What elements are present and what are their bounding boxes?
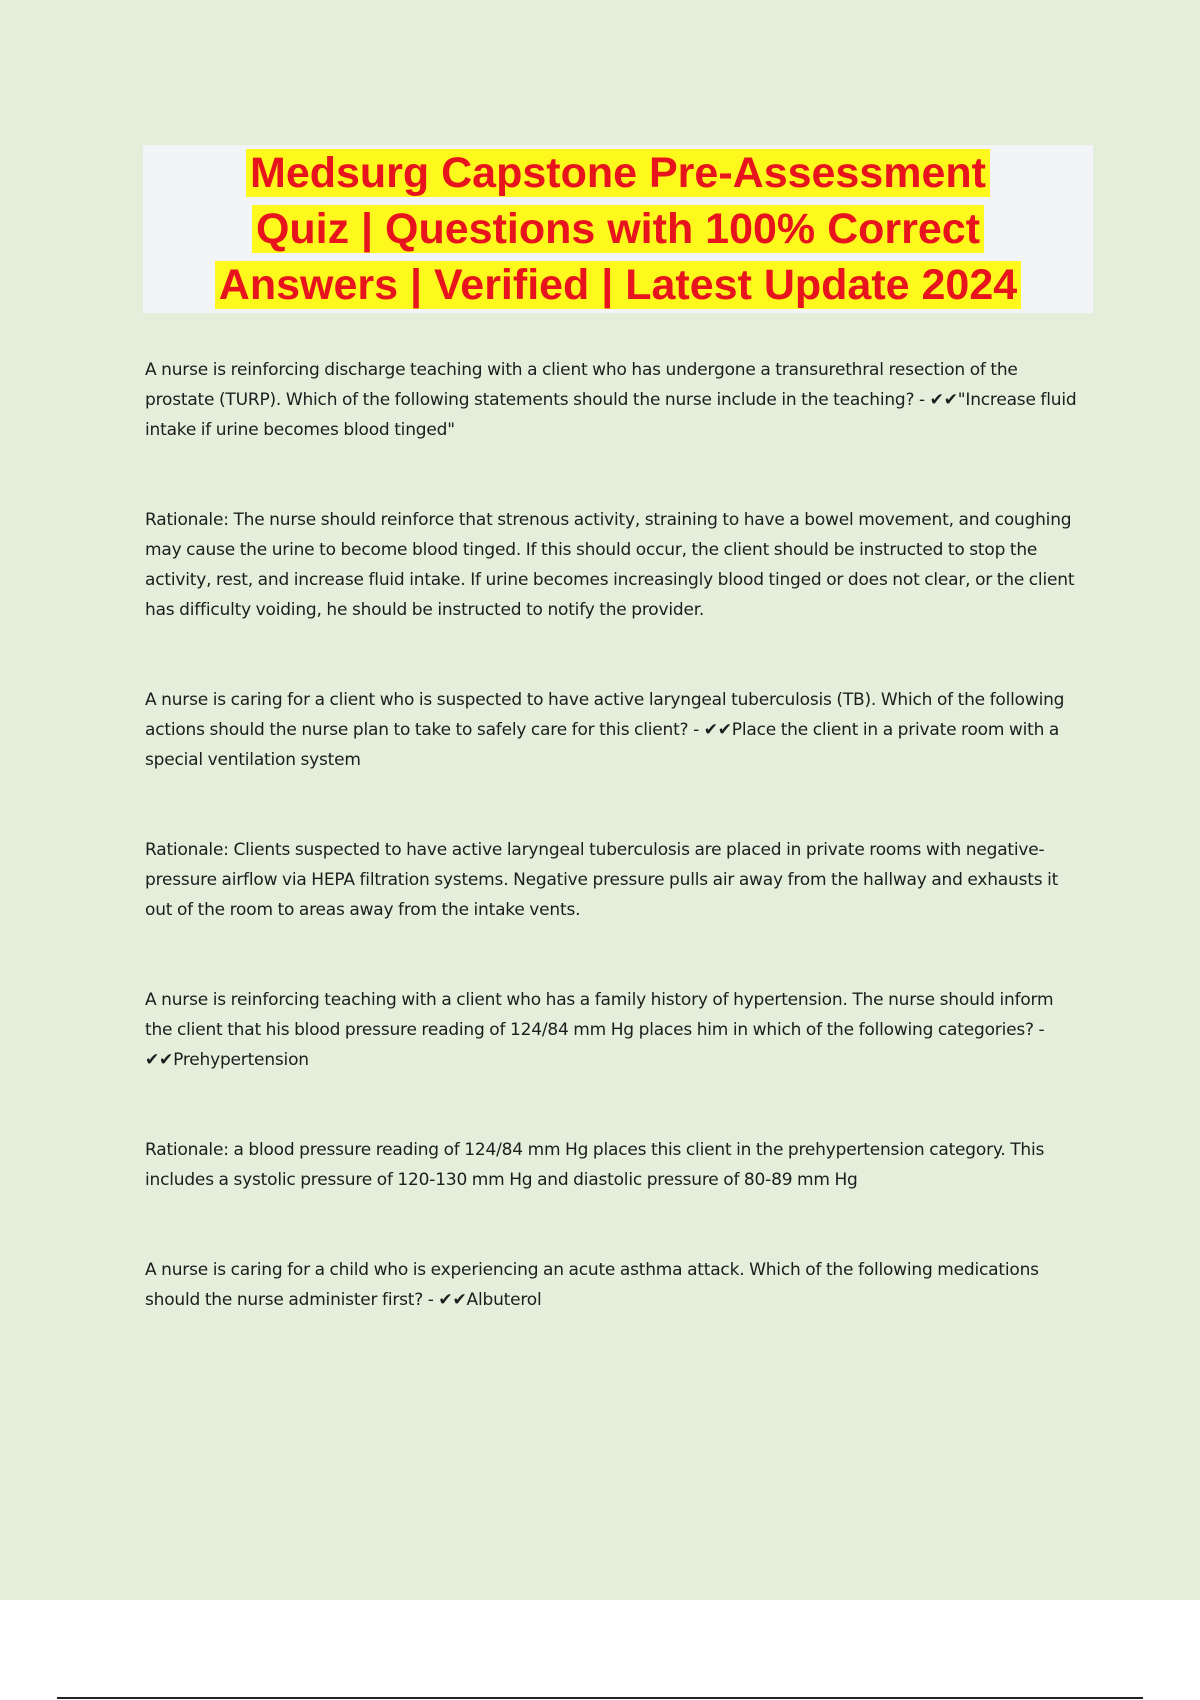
title-line-2-text: Quiz | Questions with 100% Correct <box>252 205 984 253</box>
question-2: A nurse is caring for a client who is suspected to have active laryngeal tuberculosis (TB). Which of the following actions should the nurse plan to take to safely care for this client? - ✔✔Place the client in a private room with a special ventilation system <box>145 690 1065 770</box>
question-3: A nurse is reinforcing teaching with a client who has a family history of hypertension. The nurse should inform the client that his blood pressure reading of 124/84 mm Hg places him in which of the following categories? - ✔✔Prehypertension <box>145 990 1054 1070</box>
title-line-1-text: Medsurg Capstone Pre-Assessment <box>246 149 990 197</box>
question-1: A nurse is reinforcing discharge teaching with a client who has undergone a transurethral resection of the prostate (TURP). Which of the following statements should the nurse include in the teaching? - ✔✔"Increase fluid intake if urine becomes blood tinged" <box>145 360 1077 440</box>
rationale-1: Rationale: The nurse should reinforce that strenous activity, straining to have a bowel movement, and coughing may cause the urine to become blood tinged. If this should occur, the client should be instructed to stop the activity, rest, and increase fluid intake. If urine becomes increasingly blood tinged or does not clear, or the client has difficulty voiding, he should be instructed to notify the provider. <box>145 510 1075 620</box>
title-line-3-text: Answers | Verified | Latest Update 2024 <box>215 261 1021 309</box>
rationale-3: Rationale: a blood pressure reading of 124/84 mm Hg places this client in the prehypertension category. This includes a systolic pressure of 120-130 mm Hg and diastolic pressure of 80-89 mm Hg <box>145 1140 1045 1190</box>
title-block <box>143 145 1093 313</box>
rationale-2: Rationale: Clients suspected to have active laryngeal tuberculosis are placed in private rooms with negative-pressure airflow via HEPA filtration systems. Negative pressure pulls air away from the hallway and exhausts it out of the room to areas away from the intake vents. <box>145 840 1059 920</box>
title-line-1 <box>143 145 1093 201</box>
question-4: A nurse is caring for a child who is experiencing an acute asthma attack. Which of the following medications should the nurse administer first? - ✔✔Albuterol <box>145 1260 1039 1310</box>
title-line-3 <box>143 257 1093 313</box>
footer-divider <box>57 1697 1143 1699</box>
title-line-2 <box>143 201 1093 257</box>
